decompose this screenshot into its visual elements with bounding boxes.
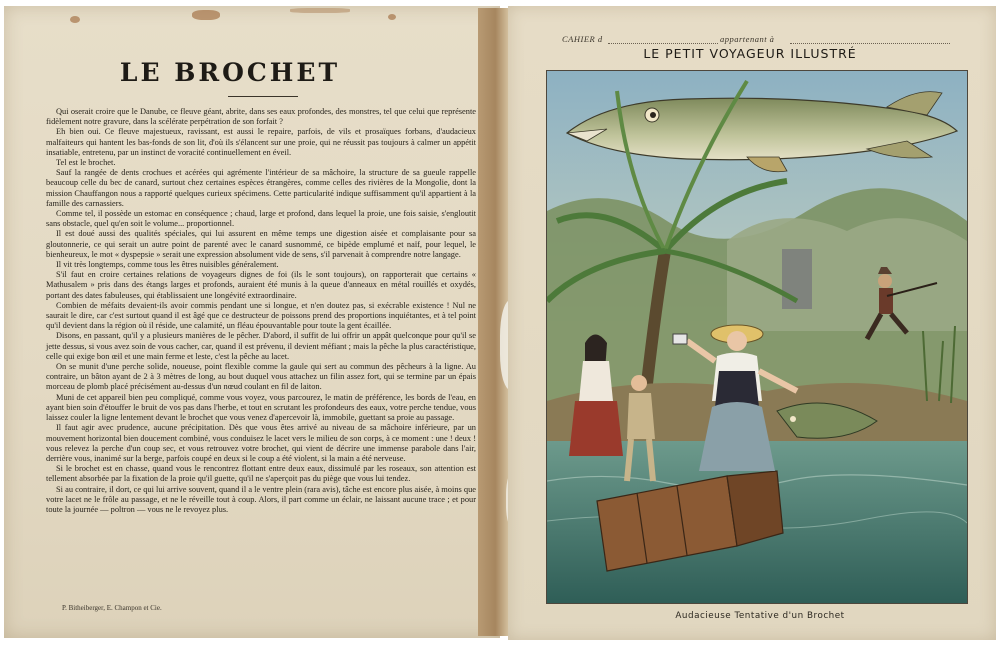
paragraph: Combien de méfaits devaient-ils avoir commis pendant une si longue, et n'en doutez pas, si exécrable existence ! Nul ne saurait le dire, car c'est surtout quand il est âgé que ce destructeur de poissons prend des proportions inquiétantes, et à tel point qu'il devient dans la région où il réside, une calamité, un fléau épouvantable pour toute la gent écaillée. [46, 300, 476, 331]
rust-stain [388, 14, 396, 20]
paragraph: Muni de cet appareil bien peu compliqué, comme vous voyez, vous parcourez, le matin de préférence, les bords de l'eau, en ayant bien soin d'étouffer le bruit de vos pas dans l'herbe, et tout en scrutant les profondeurs des eaux, votre perche tendue, vous laissez couler la ligne lentement devant le brochet que vous venez d'apercevoir là, immobile, guettant sa proie au passage. [46, 392, 476, 423]
rust-stain [70, 16, 80, 23]
paragraph: Il est doué aussi des qualités spéciales, qui lui assurent en même temps une digestion aisée et complaisante pour sa gloutonnerie, ce qui serait un autre point de parenté avec le canard susnommé, ce bipède emplumé et naïf, pour lequel, le bienheureux, le mot « dyspepsie » serait une expression absolument vide de sens, s'il parvenait à comprendre notre langage. [46, 229, 476, 259]
paragraph: On se munit d'une perche solide, noueuse, point flexible comme la gaule qui sert au commun des pêcheurs à la ligne. Au contraire, un bâton ayant de 2 à 3 mètres de long, au bout duquel vous attachez un filin assez fort, qui se termine par un épais morceau de plomb placé précisément au-dessus d'un nœud coulant en fil de laiton. [46, 362, 476, 392]
paragraph: Si le brochet est en chasse, quand vous le rencontrez flottant entre deux eaux, dissimulé par les roseaux, son attention est tellement absorbée par la fixation de la proie qu'il guette, qu'il ne s'aperçoit pas du piège que vous lui tendez. [46, 464, 476, 484]
rust-stain [290, 8, 350, 13]
article-body [46, 107, 476, 515]
owner-dotted-line [608, 43, 718, 44]
booklet-title: LE PETIT VOYAGEUR ILLUSTRÉ [643, 46, 857, 61]
paragraph: S'il faut en croire certaines relations de voyageurs dignes de foi (ils le sont toujours), on rapporterait que certains « Mathusalem » pris dans des étangs larges et profonds, auraient été munis à la queue d'anneaux en métal rouillés et oxydés, portant des dates fabuleuses, qui établissaient une longévité extraordinaire. [46, 270, 476, 300]
paragraph: Comme tel, il possède un estomac en conséquence ; chaud, large et profond, dans lequel la proie, une fois saisie, s'engloutit sans obstacle, quel qu'en soit le volume... proportionnel. [46, 209, 476, 229]
paragraph: Si au contraire, il dort, ce qui lui arrive souvent, quand il a le ventre plein (rara avis), tâche est encore plus aisée, à moins que votre lacet ne le frôle au passage, et ne le réveille tout à coup. Alors, il part comme un éclair, ne laissant aucune trace ; et pour toute la journée — poltron — vous ne le revoyez plus. [46, 484, 476, 514]
printer-credit: P. Bitheiberger, E. Champon et Cie. [62, 604, 162, 612]
illustration-caption: Audacieuse Tentative d'un Brochet [675, 611, 845, 621]
paragraph: Eh bien oui. Ce fleuve majestueux, ravissant, est aussi le repaire, parfois, de vils et prosaïques forbans, d'audacieux malfaiteurs qui hantent les bas-fonds de son lit, d'où ils s'élancent sur une proie, qui ne réussit pas toujours à calmer un appétit insatiable, entretenu, par un instinct de voracité continuellement en éveil. [46, 127, 476, 157]
paragraph: Disons, en passant, qu'il y a plusieurs manières de le pêcher. D'abord, il suffit de lui offrir un appât quelconque pour qu'il se jette dessus, si vous avez soin de vous cacher, car, quand il est prévenu, il devient méfiant ; mais la pêche la plus caractéristique, celle qui exige bon œil et une main ferme et leste, c'est la pêche au lacet. [46, 331, 476, 361]
paragraph: Qui oserait croire que le Danube, ce fleuve géant, abrite, dans ses eaux profondes, des monstres, tel que celui que représente fidèlement notre gravure, dans la scélérate perpétration de son forfait ? [46, 107, 476, 127]
ruins-background [727, 218, 967, 331]
rust-stain [192, 10, 220, 20]
cahier-label: CAHIER d [562, 34, 603, 44]
article-title: LE BROCHET [119, 58, 341, 87]
title-underline [228, 96, 298, 97]
appartenant-label: appartenant à [720, 34, 775, 44]
paragraph: Sauf la rangée de dents crochues et acérées qui agrémente l'intérieur de sa mâchoire, la structure de sa gueule rappelle beaucoup celle du bec de canard, surtout chez certaines espèces étrangères, comme celles des rivières de la Mongolie, dont la mission Chauffangon nous a rapporté quelques curieux spécimens. Cette particularité indique suffisamment qu'il appartient à la famille des carnassiers. [46, 168, 476, 208]
paragraph: Il vit très longtemps, comme tous les êtres nuisibles généralement. [56, 260, 279, 270]
owner-dotted-line [790, 43, 950, 44]
pike-illustration [546, 70, 968, 604]
illustration-art [547, 71, 967, 603]
paragraph: Tel est le brochet. [56, 158, 116, 168]
paragraph: Il faut agir avec prudence, aucune précipitation. Dès que vous êtes arrivé au niveau de sa mâchoire inférieure, par un mouvement horizontal bien doucement combiné, vous conduisez le lacet vers le milieu de son corps, à ce moment : une ! deux ! vous relevez la perche d'un coup sec, et vous retrouvez votre brochet, qui vient de décrire une immense parabole dans l'air, derrière vous, inanimé sur la berge, parfois coupé en deux si le coup a été violent, si la main a été nerveuse. [46, 423, 476, 463]
